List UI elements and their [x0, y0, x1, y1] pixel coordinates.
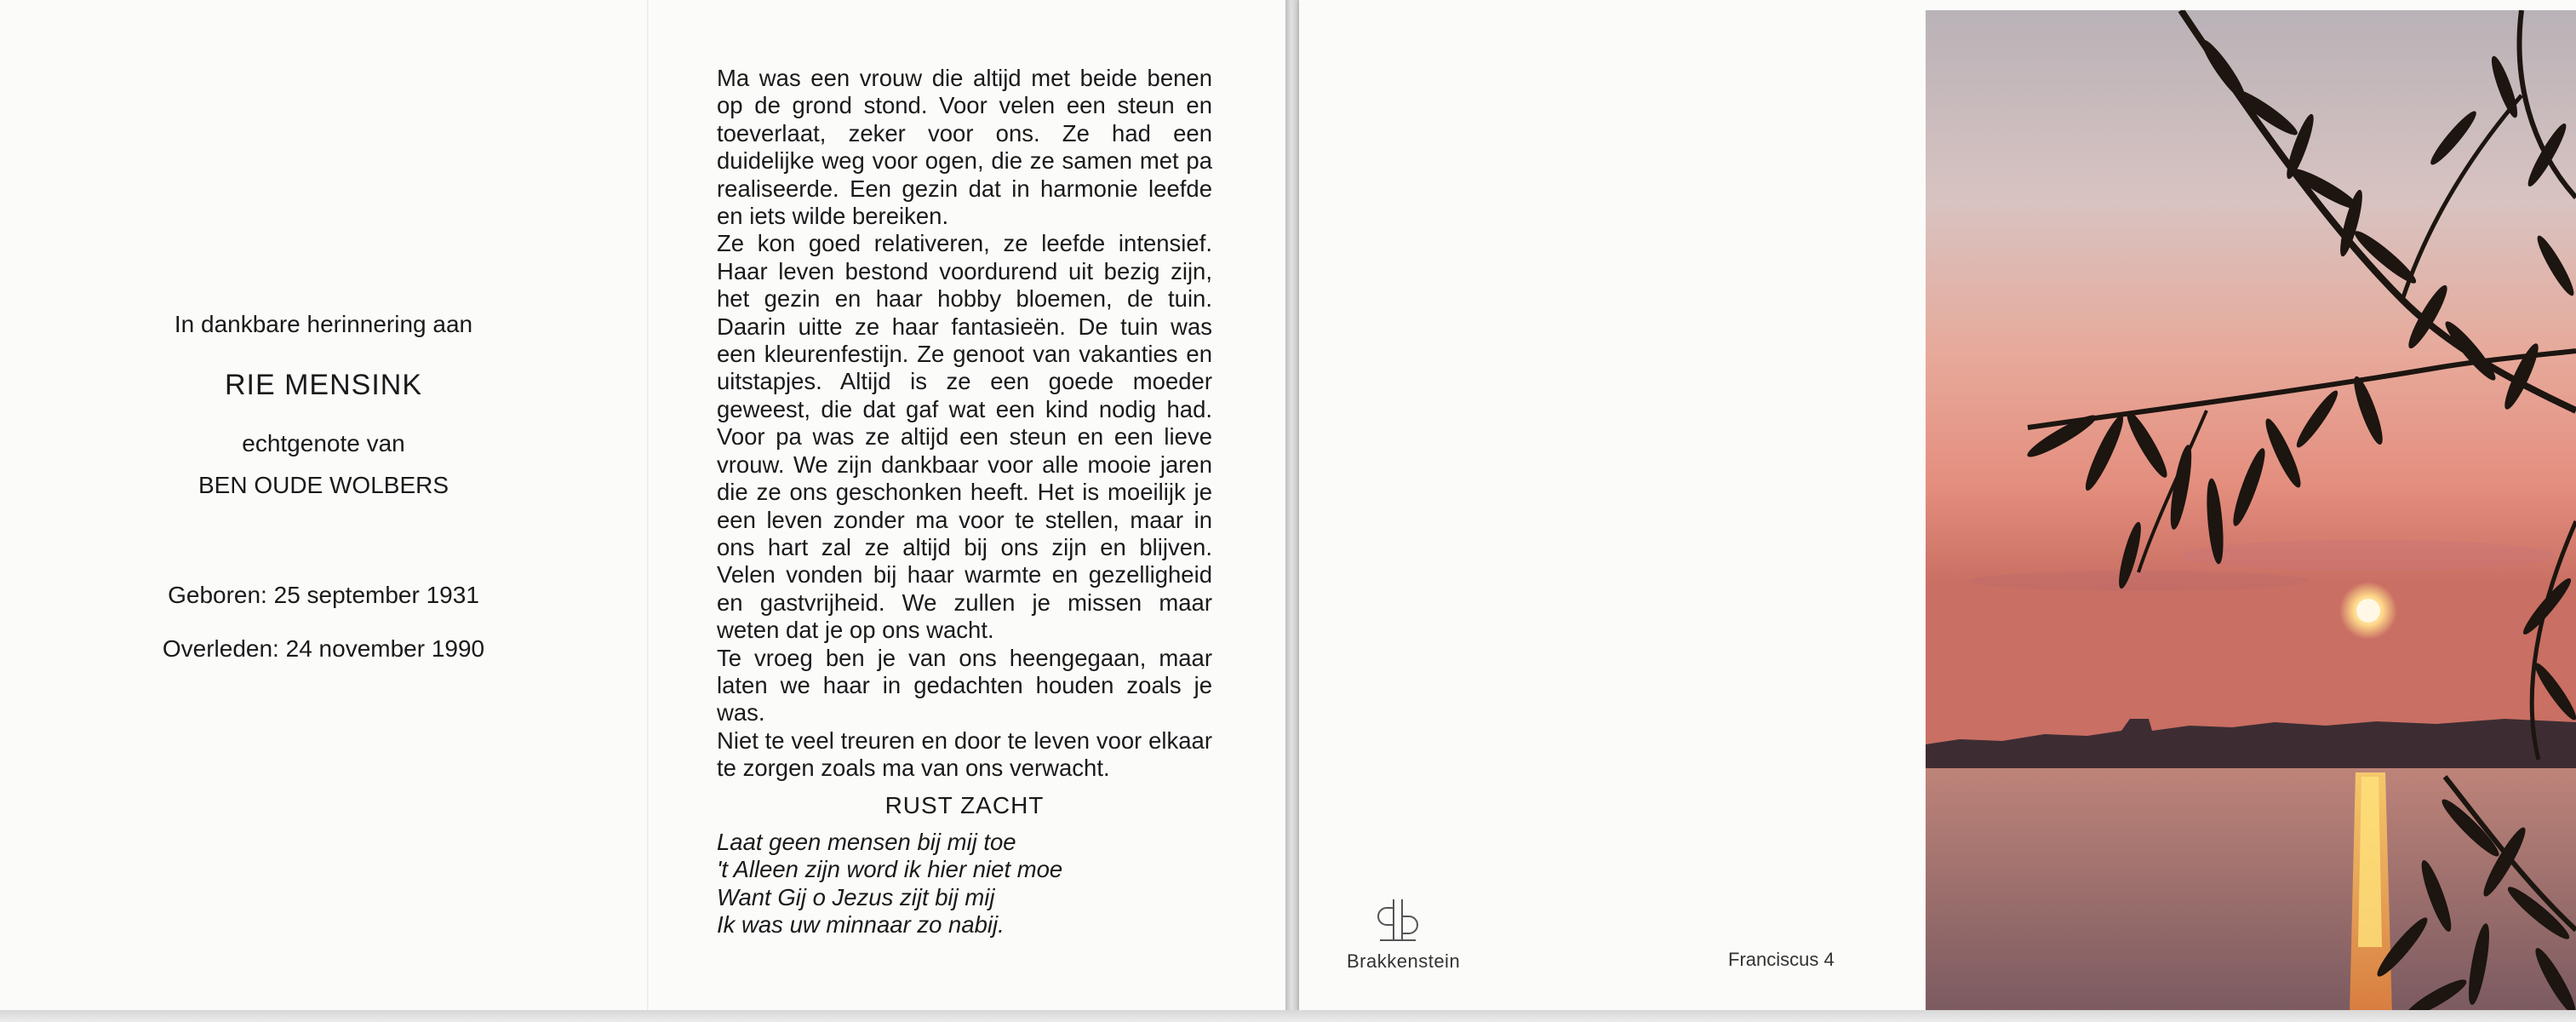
- fold-line: [647, 0, 649, 1013]
- publisher-name: Brakkenstein: [1347, 950, 1461, 972]
- memorial-text-panel: [717, 65, 1212, 939]
- publisher-logo-icon: [1375, 896, 1421, 947]
- death-date: Overleden: 24 november 1990: [162, 635, 485, 662]
- poem-line: Ik was uw minnaar zo nabij.: [717, 911, 1005, 939]
- memorial-intro: In dankbare herinnering aan: [174, 311, 473, 337]
- spouse-name: BEN OUDE WOLBERS: [197, 472, 449, 498]
- deceased-name: RIE MENSINK: [224, 369, 423, 401]
- sunset-image: [1926, 10, 2576, 1015]
- text-paragraph: Ma was een vrouw die altijd met beide benen op de grond stond. Voor velen een steun en toeverlaat, zeker voor ons. Ze had een duidelijke weg voor ogen, die ze samen met pa realiseerde. Een gezin dat in harmonie leefde en iets wilde bereiken.: [717, 65, 1212, 230]
- memorial-card-inner: [0, 0, 1285, 1022]
- poem-line: Want Gij o Jezus zijt bij mij: [717, 883, 995, 910]
- rust-zacht-heading: RUST ZACHT: [884, 791, 1045, 818]
- memorial-panel: [0, 0, 647, 1013]
- sunset-photo: [1926, 10, 2576, 1015]
- birth-date: Geboren: 25 september 1931: [168, 582, 479, 608]
- poem: [717, 829, 1212, 939]
- spouse-label: echtgenote van: [242, 430, 405, 456]
- poem-line: Laat geen mensen bij mij toe: [717, 828, 1016, 855]
- card-gap: [1285, 0, 1299, 1022]
- scan-bottom-edge: [0, 1010, 2576, 1022]
- poem-line: 't Alleen zijn word ik hier niet moe: [717, 856, 1063, 883]
- text-paragraph: Niet te veel treuren en door te leven voor elkaar te zorgen zoals ma van ons verwacht.: [717, 726, 1212, 782]
- card-series-label: Franciscus 4: [1728, 949, 1835, 970]
- text-paragraph: Ze kon goed relativeren, ze leefde intensief. Haar leven bestond voordurend uit bezig zijn, het gezin en haar hobby bloemen, de tuin. Daarin uitte ze haar fantasieën. De tuin was een kleurenfestijn. Ze genoot van vakanties en uitstapjes. Altijd is ze een goede moeder geweest, die dat gaf wat een kind nodig had. Voor pa was ze altijd een steun en een lieve vrouw. We zijn dankbaar voor alle mooie jaren die ze ons geschonken heeft. Het is moeilijk je een leven zonder ma voor te stellen, maar in ons hart zal ze altijd bij ons zijn en blijven. Velen vonden bij haar warmte en gezelligheid en gastvrijheid. We zullen je missen maar weten dat je op ons wacht.: [717, 230, 1212, 644]
- publisher-logo: [1347, 896, 1461, 973]
- text-paragraph: Te vroeg ben je van ons heengegaan, maar laten we haar in gedachten houden zoals je was.: [717, 644, 1212, 726]
